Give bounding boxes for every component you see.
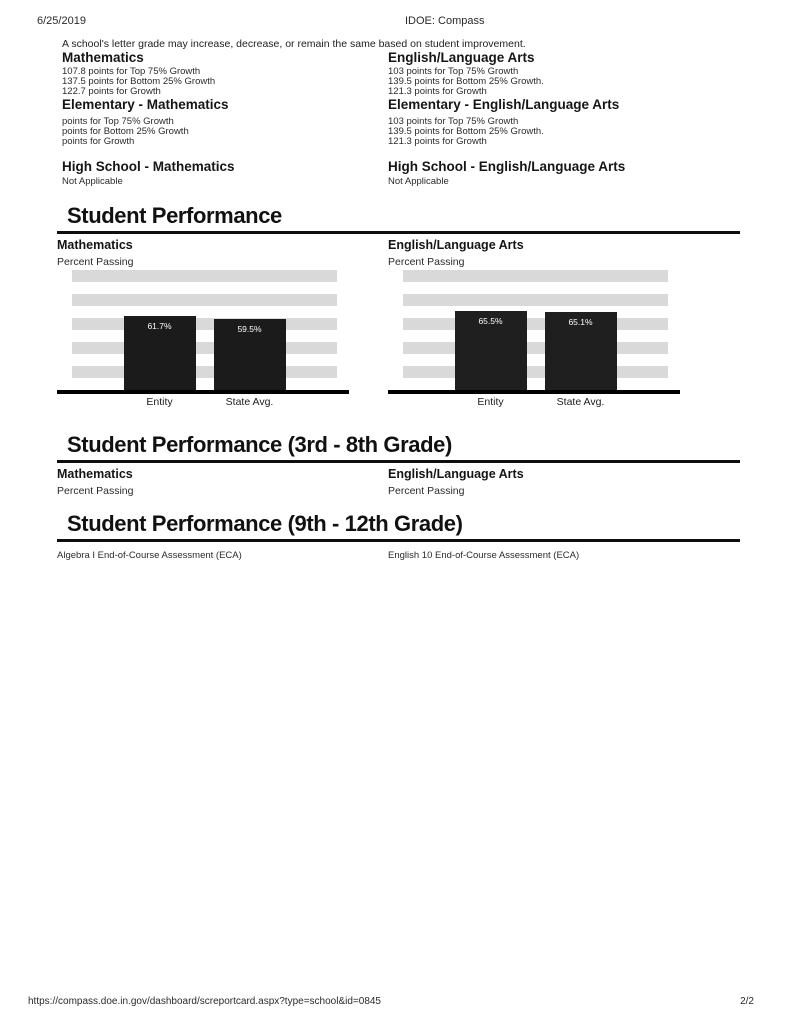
column-subheading: Percent Passing [57,485,134,497]
growth-summary [62,50,740,187]
growth-lines [388,117,740,147]
growth-line: 103 points for Top 75% Growth [388,116,519,127]
x-axis-line [388,390,680,394]
assessment-label: English 10 End-of-Course Assessment (ECA) [388,550,580,561]
column-heading: Mathematics [57,467,133,481]
bar-value-label: 65.1% [568,316,593,327]
growth-heading-high-school-english: High School - English/Language Arts [388,159,626,174]
x-tick-entity: Entity [146,396,173,408]
english-chart-column [388,238,740,408]
bar-entity [455,311,527,390]
performance-charts-row [57,238,740,408]
growth-line: Not Applicable [62,176,123,187]
growth-lines [388,67,740,97]
bar-value-label: 65.5% [478,316,503,327]
mathematics-chart-column [57,238,388,408]
x-tick-entity: Entity [477,396,504,408]
column-algebra-eca [57,546,388,561]
mathematics-bar-chart [57,270,349,408]
growth-block [62,159,388,187]
english-bar-chart [388,270,680,408]
growth-heading-mathematics: Mathematics [62,50,144,65]
growth-column-english [388,50,740,187]
section-divider-rule [57,539,740,542]
x-axis-line [57,390,349,394]
growth-lines [62,177,388,187]
x-axis-labels [72,396,337,408]
bar-value-label: 61.7% [147,320,172,331]
column-subheading: Percent Passing [388,485,465,497]
growth-line: 121.3 points for Growth [388,86,487,97]
growth-line: points for Top 75% Growth [62,116,174,127]
growth-line: points for Bottom 25% Growth [62,126,189,137]
growth-line: 107.8 points for Top 75% Growth [62,66,201,77]
section-divider-rule [57,460,740,463]
plot-area [403,270,668,390]
growth-block [388,97,740,147]
app-title: IDOE: Compass [405,15,485,27]
column-english-3-8 [388,467,740,497]
x-tick-state-avg: State Avg. [225,396,274,408]
chart-title-mathematics: Mathematics [57,238,133,252]
growth-line: Not Applicable [388,176,449,187]
growth-block [388,50,740,97]
growth-heading-high-school-mathematics: High School - Mathematics [62,159,235,174]
growth-heading-english: English/Language Arts [388,50,535,65]
growth-line: 137.5 points for Bottom 25% Growth [62,76,216,87]
growth-block [62,50,388,97]
plot-area [72,270,337,390]
section-title-student-performance: Student Performance [67,203,282,228]
section-title-3rd-8th: Student Performance (3rd - 8th Grade) [67,432,452,457]
growth-line: 139.5 points for Bottom 25% Growth. [388,76,544,87]
x-axis-labels [403,396,668,408]
growth-column-mathematics [62,50,388,187]
footer-url: https://compass.doe.in.gov/dashboard/screportcard.aspx?type=school&id=0845 [28,996,381,1007]
print-date: 6/25/2019 [37,15,86,27]
column-english10-eca [388,546,740,561]
chart-title-english: English/Language Arts [388,238,524,252]
growth-block [62,97,388,147]
column-mathematics-3-8 [57,467,388,497]
growth-line: 139.5 points for Bottom 25% Growth. [388,126,544,137]
page-content [57,38,740,561]
page-number: 2/2 [740,996,754,1007]
bar-value-label: 59.5% [237,323,262,334]
section-divider-rule [57,231,740,234]
growth-line: 122.7 points for Growth [62,86,161,97]
growth-lines [388,177,740,187]
performance-3-8-row [57,467,740,497]
section-title-9th-12th: Student Performance (9th - 12th Grade) [67,511,463,536]
growth-lines [62,117,388,147]
bar-state-avg [214,319,286,390]
growth-lines [62,67,388,97]
bar-state-avg [545,312,617,390]
performance-9-12-row [57,546,740,561]
growth-line: points for Growth [62,136,135,147]
letter-grade-note: A school's letter grade may increase, decrease, or remain the same based on student improvement. [62,38,526,50]
bar-entity [124,316,196,390]
chart-ylabel: Percent Passing [388,256,465,268]
growth-heading-elementary-english: Elementary - English/Language Arts [388,97,620,112]
growth-line: 103 points for Top 75% Growth [388,66,519,77]
column-heading: English/Language Arts [388,467,524,481]
growth-block [388,159,740,187]
assessment-label: Algebra I End-of-Course Assessment (ECA) [57,550,242,561]
x-tick-state-avg: State Avg. [556,396,605,408]
growth-line: 121.3 points for Growth [388,136,487,147]
chart-ylabel: Percent Passing [57,256,134,268]
growth-heading-elementary-mathematics: Elementary - Mathematics [62,97,229,112]
